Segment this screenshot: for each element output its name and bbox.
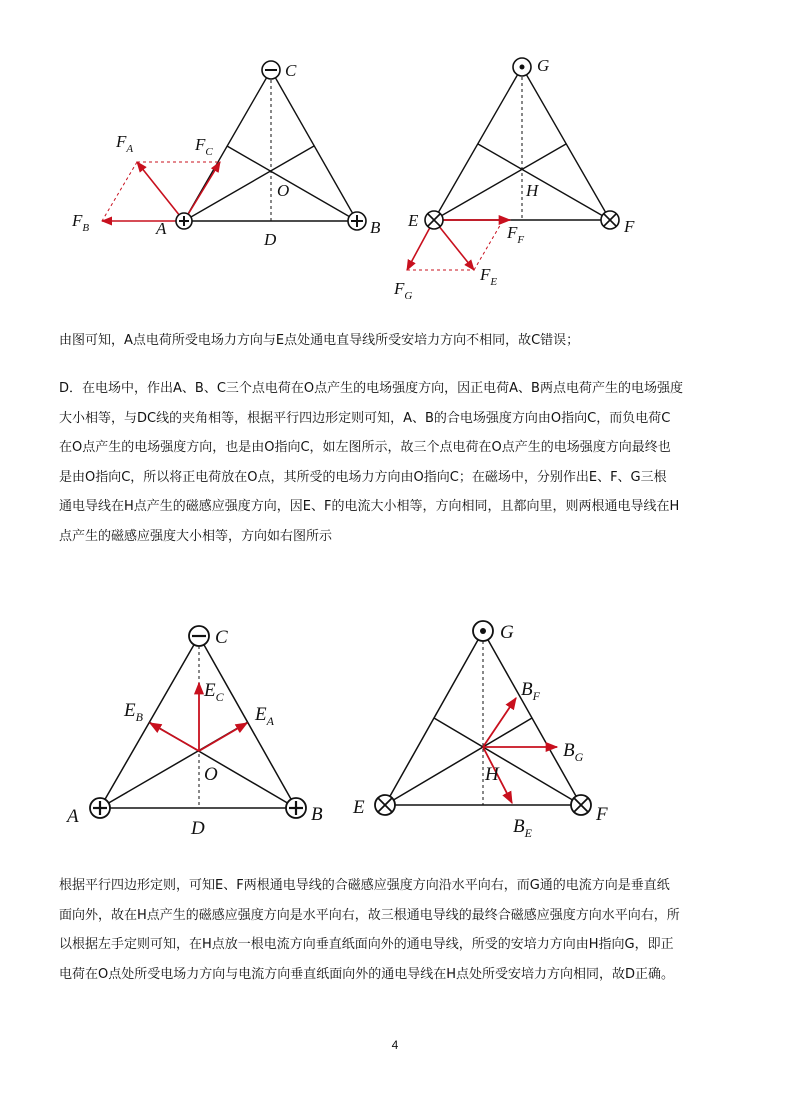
wire-f-into-page-field: [571, 795, 591, 815]
label-fc: $F_C$: [195, 135, 213, 158]
magnetic-vectors: [483, 698, 557, 803]
text-line: 大小相等，与DC线的夹角相等，根据平行四边形定则可知，A、B的合电场强度方向由O指向C，而负电荷C: [59, 410, 671, 426]
text-line: 根据平行四边形定则，可知E、F两根通电导线的合磁感应强度方向沿水平向右，而G通的电流方向是垂直纸: [59, 878, 670, 893]
figure-wire-triangle-top: [390, 50, 650, 300]
label-ff: $F_F$: [507, 223, 525, 246]
text-line: 面向外，故在H点产生的磁感应强度方向是水平向右，故三根通电导线的最终合磁感应强度方向水平向右，所: [59, 907, 680, 923]
text-line: 以根据左手定则可知，在H点放一根电流方向垂直纸面向外的通电导线，所受的安培力方向由H指向G，即正: [59, 937, 674, 952]
charge-b-positive-field: [286, 798, 306, 818]
wire-e-into-page: [425, 211, 443, 229]
label-ec: $E_C$: [204, 680, 224, 704]
force-construction-wires: [407, 220, 510, 270]
text-line: D．在电场中，作出A、B、C三个点电荷在O点产生的电场强度方向，因正电荷A、B两点电荷产生的电场强度: [59, 381, 683, 396]
text-line: 在O点产生的电场强度方向，也是由O指向C，如左图所示，故三个点电荷在O点产生的电场强度方向最终也: [59, 440, 671, 455]
label-b: B: [311, 804, 323, 825]
charge-b-positive: [348, 212, 366, 230]
label-g: G: [500, 622, 514, 643]
label-a: A: [156, 219, 167, 238]
wire-g-out-of-page-field: [473, 621, 493, 641]
text-line: 是由O指向C，所以将正电荷放在O点，其所受的电场力方向由O指向C；在磁场中，分别作出E、F、G三根: [59, 469, 667, 485]
label-e: E: [408, 211, 419, 230]
label-d: D: [191, 818, 205, 839]
text-line: 点产生的磁感应强度大小相等，方向如右图所示: [59, 528, 333, 544]
text-line: 通电导线在H点产生的磁感应强度方向，因E、F的电流大小相等，方向相同，且都向里，则两根通电导线在H: [59, 499, 680, 514]
label-o: O: [277, 181, 290, 200]
wire-g-out-of-page: [513, 58, 531, 76]
text-line: 由图可知，A点电荷所受电场力方向与E点处通电直导线所受安培力方向不相同，故C错误；: [59, 333, 580, 348]
label-a: A: [67, 806, 79, 827]
force-construction: [102, 162, 220, 221]
label-o: O: [204, 764, 218, 785]
page-number: 4: [391, 1038, 399, 1052]
label-f: F: [596, 804, 608, 825]
label-fb: $F_B$: [72, 211, 90, 234]
label-d: D: [264, 230, 277, 249]
figure-magnetic-triangle-bottom: [345, 610, 635, 845]
label-fg: $F_G$: [394, 279, 413, 300]
wire-e-into-page-field: [375, 795, 395, 815]
wire-f-into-page: [601, 211, 619, 229]
label-fa: $F_A$: [116, 132, 134, 155]
charge-c-negative: [262, 61, 280, 79]
label-h: H: [526, 181, 539, 200]
label-b: B: [370, 218, 381, 237]
figure-field-triangle-bottom: [60, 620, 350, 845]
paragraph-c-conclusion: [59, 326, 739, 356]
text-line: 电荷在O点处所受电场力方向与电流方向垂直纸面向外的通电导线在H点处所受安培力方向相同，故D正确。: [59, 966, 675, 982]
label-g: G: [537, 56, 550, 75]
paragraph-conclusion-d: [59, 871, 739, 989]
label-h: H: [485, 764, 499, 785]
charge-a-positive: [176, 213, 192, 229]
label-f: F: [624, 217, 635, 236]
label-eb: $E_B$: [124, 700, 143, 724]
field-vectors: [150, 683, 247, 751]
figure-charge-triangle-top: [60, 50, 390, 300]
label-fe: $F_E$: [480, 265, 498, 288]
label-e: E: [353, 797, 365, 818]
label-bg: $B_G$: [563, 740, 584, 764]
triangle-efg-field: [385, 631, 581, 805]
paragraph-d-analysis: [59, 374, 739, 551]
label-ea: $E_A$: [255, 704, 274, 728]
charge-a-positive-field: [90, 798, 110, 818]
label-be: $B_E$: [513, 816, 532, 840]
label-bf: $B_F$: [521, 679, 540, 703]
label-c: C: [215, 627, 228, 648]
label-c: C: [285, 61, 297, 80]
charge-c-negative-field: [189, 626, 209, 646]
